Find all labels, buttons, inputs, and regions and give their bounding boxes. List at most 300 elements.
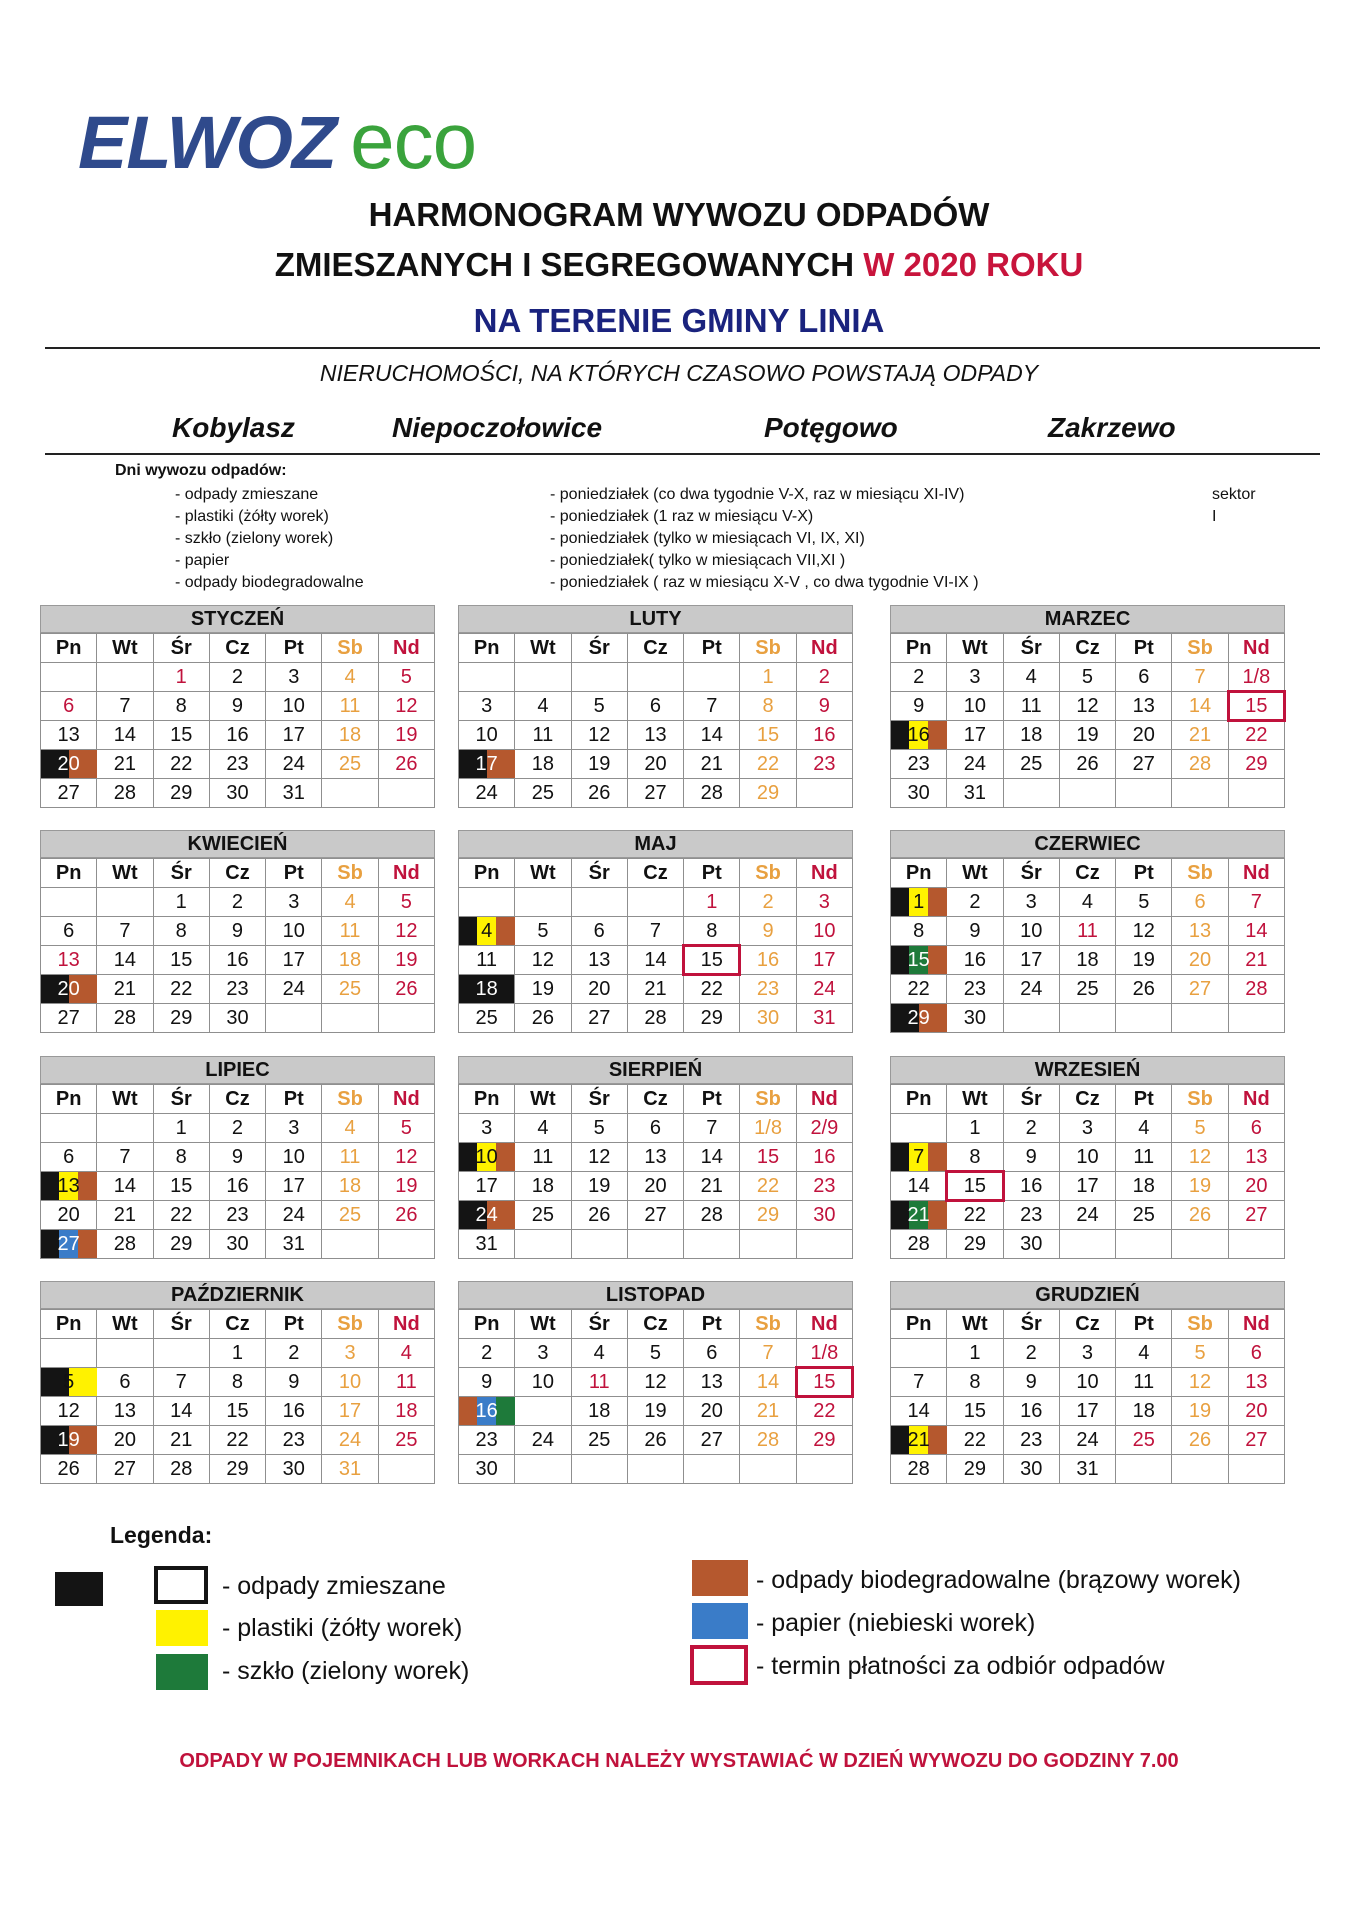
day-cell bbox=[378, 946, 434, 975]
day-number: 21 bbox=[113, 1203, 137, 1226]
day-cell bbox=[459, 663, 515, 692]
day-number: 7 bbox=[706, 1116, 718, 1139]
day-number: 15 bbox=[907, 948, 930, 971]
day-number: 1 bbox=[969, 1341, 981, 1364]
weekday-label: Cz bbox=[1059, 1085, 1115, 1114]
day-cell bbox=[684, 1201, 740, 1230]
day-number: 6 bbox=[63, 919, 75, 942]
day-number: 9 bbox=[231, 694, 244, 717]
day-number: 2 bbox=[231, 665, 244, 688]
weekday-label: Sb bbox=[1172, 859, 1228, 888]
day-cell bbox=[1116, 1201, 1172, 1230]
day-cell bbox=[947, 1143, 1003, 1172]
day-number: 17 bbox=[338, 1399, 362, 1422]
day-number: 11 bbox=[339, 694, 361, 717]
day-number: 26 bbox=[1132, 977, 1155, 1000]
day-cell bbox=[1172, 750, 1228, 779]
day-cell bbox=[1172, 1143, 1228, 1172]
day-cell bbox=[1172, 946, 1228, 975]
legend-payment: - termin płatności za odbiór odpadów bbox=[756, 1652, 1165, 1680]
day-cell bbox=[322, 1397, 378, 1426]
day-cell bbox=[97, 1004, 153, 1033]
day-number: 13 bbox=[644, 1145, 667, 1168]
day-cell bbox=[1003, 1339, 1059, 1368]
day-number: 6 bbox=[649, 1116, 662, 1139]
day-number: 3 bbox=[288, 1116, 300, 1139]
day-number: 31 bbox=[282, 781, 305, 804]
day-number: 31 bbox=[963, 781, 987, 804]
day-number: 28 bbox=[170, 1457, 193, 1480]
day-cell bbox=[459, 1230, 515, 1259]
day-number: 1 bbox=[913, 890, 925, 913]
day-number: 28 bbox=[1245, 977, 1268, 1000]
weekday-label: Wt bbox=[947, 634, 1003, 663]
day-number: 6 bbox=[63, 694, 75, 717]
day-cell bbox=[1059, 1172, 1115, 1201]
day-cell bbox=[1228, 1426, 1284, 1455]
weekday-label: Cz bbox=[1059, 1310, 1115, 1339]
day-cell bbox=[1116, 779, 1172, 808]
week-row bbox=[459, 888, 853, 917]
day-cell bbox=[1003, 1201, 1059, 1230]
weekday-label: Nd bbox=[378, 1085, 434, 1114]
day-cell bbox=[209, 779, 265, 808]
day-number: 29 bbox=[963, 1457, 987, 1480]
day-cell bbox=[627, 663, 683, 692]
day-cell bbox=[1228, 946, 1284, 975]
day-number: 23 bbox=[963, 977, 987, 1000]
day-number: 24 bbox=[338, 1428, 362, 1451]
week-row bbox=[41, 975, 435, 1004]
day-cell bbox=[1059, 1143, 1115, 1172]
month-name: LISTOPAD bbox=[458, 1281, 853, 1309]
day-number: 15 bbox=[756, 1145, 780, 1168]
week-row bbox=[891, 1426, 1285, 1455]
day-cell bbox=[515, 1143, 571, 1172]
collection-brown-marker bbox=[496, 1143, 515, 1171]
weekday-label: Sb bbox=[322, 634, 378, 663]
day-number: 1 bbox=[175, 665, 187, 688]
day-number: 7 bbox=[119, 919, 131, 942]
day-number: 12 bbox=[644, 1370, 667, 1393]
day-number: 21 bbox=[907, 1428, 930, 1451]
legend-swatch-payment-box bbox=[690, 1645, 748, 1685]
day-cell bbox=[209, 917, 265, 946]
day-cell bbox=[378, 1455, 434, 1484]
day-cell bbox=[627, 1143, 683, 1172]
day-cell bbox=[796, 1368, 852, 1397]
day-number: 30 bbox=[963, 1006, 987, 1029]
day-number: 25 bbox=[338, 752, 362, 775]
day-number: 25 bbox=[588, 1428, 611, 1451]
legend-swatch-blue bbox=[692, 1603, 748, 1639]
day-number: 5 bbox=[400, 665, 412, 688]
day-cell bbox=[322, 721, 378, 750]
day-cell bbox=[97, 1455, 153, 1484]
day-number: 18 bbox=[395, 1399, 418, 1422]
day-cell bbox=[378, 888, 434, 917]
day-number: 24 bbox=[282, 752, 305, 775]
day-cell bbox=[322, 975, 378, 1004]
day-number: 23 bbox=[907, 752, 930, 775]
day-cell bbox=[740, 946, 796, 975]
collection-black-marker bbox=[891, 1426, 910, 1454]
day-cell bbox=[378, 1368, 434, 1397]
day-number: 22 bbox=[963, 1203, 987, 1226]
day-number: 3 bbox=[288, 665, 300, 688]
day-cell bbox=[378, 917, 434, 946]
day-number: 6 bbox=[1194, 890, 1206, 913]
day-number: 24 bbox=[282, 977, 305, 1000]
day-number: 11 bbox=[532, 1145, 554, 1168]
day-number: 15 bbox=[813, 1370, 836, 1393]
day-cell bbox=[378, 1201, 434, 1230]
day-cell bbox=[891, 1201, 947, 1230]
day-number: 11 bbox=[1133, 1145, 1155, 1168]
collection-days-info bbox=[115, 460, 1256, 591]
weekday-label: Nd bbox=[378, 634, 434, 663]
weekday-label: Śr bbox=[153, 1085, 209, 1114]
weekday-label: Śr bbox=[1003, 1085, 1059, 1114]
day-number: 30 bbox=[226, 1232, 249, 1255]
day-cell bbox=[41, 1426, 97, 1455]
day-cell bbox=[1228, 1455, 1284, 1484]
legend-title: Legenda: bbox=[110, 1522, 213, 1548]
day-number: 30 bbox=[475, 1457, 498, 1480]
day-number: 3 bbox=[481, 1116, 493, 1139]
legend-paper: - papier (niebieski worek) bbox=[756, 1609, 1036, 1637]
collection-brown-marker bbox=[928, 1201, 947, 1229]
weekday-label: Cz bbox=[627, 634, 683, 663]
day-cell bbox=[266, 946, 322, 975]
day-cell bbox=[1172, 692, 1228, 721]
month-name: MARZEC bbox=[890, 605, 1285, 633]
day-number: 8 bbox=[913, 919, 925, 942]
day-cell bbox=[571, 1426, 627, 1455]
weekday-label: Śr bbox=[571, 1085, 627, 1114]
waste-type: - plastiki (żółty worek) bbox=[175, 508, 329, 525]
day-cell bbox=[153, 1004, 209, 1033]
week-row bbox=[891, 750, 1285, 779]
day-number: 10 bbox=[963, 694, 987, 717]
day-number: 8 bbox=[969, 1370, 981, 1393]
day-cell bbox=[322, 946, 378, 975]
week-row bbox=[891, 1201, 1285, 1230]
day-number: 11 bbox=[476, 948, 498, 971]
day-number: 12 bbox=[395, 694, 418, 717]
day-number: 14 bbox=[907, 1174, 930, 1197]
week-row bbox=[41, 946, 435, 975]
day-cell bbox=[322, 663, 378, 692]
day-number: 27 bbox=[57, 781, 80, 804]
collection-green-marker bbox=[496, 1397, 515, 1425]
day-cell bbox=[1228, 1172, 1284, 1201]
day-number: 4 bbox=[481, 919, 493, 942]
day-number: 28 bbox=[113, 781, 137, 804]
day-cell bbox=[266, 975, 322, 1004]
day-cell bbox=[153, 1368, 209, 1397]
day-number: 24 bbox=[963, 752, 987, 775]
day-cell bbox=[1172, 1201, 1228, 1230]
title-line-3: NA TERENIE GMINY LINIA bbox=[473, 302, 885, 339]
day-cell bbox=[1003, 1143, 1059, 1172]
week-row bbox=[41, 692, 435, 721]
day-number: 15 bbox=[963, 1399, 987, 1422]
day-number: 9 bbox=[762, 919, 774, 942]
day-cell bbox=[796, 1455, 852, 1484]
day-cell bbox=[684, 1230, 740, 1259]
day-number: 19 bbox=[395, 1174, 418, 1197]
weekday-label: Sb bbox=[740, 1085, 796, 1114]
day-number: 4 bbox=[344, 1116, 356, 1139]
day-cell bbox=[378, 1230, 434, 1259]
weekday-label: Sb bbox=[1172, 1310, 1228, 1339]
weekday-label: Pn bbox=[891, 859, 947, 888]
day-cell bbox=[684, 1339, 740, 1368]
day-cell bbox=[627, 1201, 683, 1230]
day-cell bbox=[571, 750, 627, 779]
waste-type: - szkło (zielony worek) bbox=[175, 530, 334, 547]
day-cell bbox=[796, 1397, 852, 1426]
day-cell bbox=[571, 1201, 627, 1230]
day-number: 5 bbox=[400, 1116, 412, 1139]
day-number: 17 bbox=[282, 1174, 305, 1197]
month-calendar bbox=[40, 1056, 435, 1259]
day-number: 13 bbox=[113, 1399, 137, 1422]
day-cell bbox=[515, 1368, 571, 1397]
day-cell bbox=[796, 1114, 852, 1143]
day-cell bbox=[459, 1368, 515, 1397]
weekday-label: Nd bbox=[796, 634, 852, 663]
weekday-label: Pt bbox=[684, 1085, 740, 1114]
day-cell bbox=[1059, 917, 1115, 946]
weekday-label: Wt bbox=[947, 1085, 1003, 1114]
day-number: 23 bbox=[475, 1428, 498, 1451]
collection-frequency: - poniedziałek (1 raz w miesiącu V-X) bbox=[550, 508, 814, 525]
week-row bbox=[459, 1368, 853, 1397]
day-cell bbox=[891, 750, 947, 779]
day-cell bbox=[1116, 888, 1172, 917]
day-cell bbox=[1228, 1368, 1284, 1397]
day-number: 14 bbox=[1188, 694, 1212, 717]
day-cell bbox=[947, 1114, 1003, 1143]
day-number: 2 bbox=[1025, 1116, 1037, 1139]
day-number: 27 bbox=[700, 1428, 723, 1451]
day-number: 4 bbox=[344, 890, 356, 913]
day-number: 6 bbox=[1250, 1341, 1262, 1364]
day-number: 11 bbox=[588, 1370, 610, 1393]
weekday-label: Śr bbox=[571, 1310, 627, 1339]
day-number: 13 bbox=[57, 948, 80, 971]
day-cell bbox=[459, 1143, 515, 1172]
week-row bbox=[891, 663, 1285, 692]
weekday-label: Pn bbox=[41, 859, 97, 888]
collection-frequency-list bbox=[550, 484, 1150, 594]
day-cell bbox=[266, 1172, 322, 1201]
day-number: 30 bbox=[813, 1203, 836, 1226]
week-row bbox=[459, 1172, 853, 1201]
month-calendar bbox=[40, 605, 435, 808]
day-cell bbox=[459, 888, 515, 917]
day-cell bbox=[796, 663, 852, 692]
day-cell bbox=[1003, 917, 1059, 946]
day-number: 28 bbox=[700, 781, 723, 804]
day-cell bbox=[41, 1339, 97, 1368]
day-cell bbox=[153, 1143, 209, 1172]
day-number: 5 bbox=[1081, 665, 1094, 688]
day-cell bbox=[209, 888, 265, 917]
day-cell bbox=[1003, 663, 1059, 692]
week-row bbox=[459, 946, 853, 975]
day-cell bbox=[1059, 721, 1115, 750]
day-number: 31 bbox=[475, 1232, 498, 1255]
day-number: 4 bbox=[537, 694, 549, 717]
day-number: 15 bbox=[170, 948, 193, 971]
day-cell bbox=[1059, 1004, 1115, 1033]
day-cell bbox=[97, 1339, 153, 1368]
day-number: 25 bbox=[338, 977, 362, 1000]
collection-frequency: - poniedziałek (co dwa tygodnie V-X, raz w miesiącu XI-IV) bbox=[550, 486, 965, 503]
day-number: 17 bbox=[282, 948, 305, 971]
day-cell bbox=[322, 1004, 378, 1033]
day-cell bbox=[209, 1230, 265, 1259]
waste-type: - papier bbox=[175, 552, 230, 569]
legend-swatch-brown bbox=[692, 1560, 748, 1596]
day-number: 17 bbox=[1020, 948, 1043, 971]
day-cell bbox=[740, 1455, 796, 1484]
day-cell bbox=[515, 1339, 571, 1368]
day-cell bbox=[947, 779, 1003, 808]
weekday-label: Pn bbox=[41, 1085, 97, 1114]
day-number: 10 bbox=[1076, 1145, 1099, 1168]
weekday-label: Sb bbox=[740, 859, 796, 888]
day-cell bbox=[209, 1004, 265, 1033]
collection-black-marker bbox=[891, 946, 910, 974]
day-number: 2 bbox=[231, 890, 244, 913]
day-number: 16 bbox=[475, 1399, 498, 1422]
day-number: 20 bbox=[644, 1174, 667, 1197]
day-cell bbox=[684, 888, 740, 917]
day-cell bbox=[459, 1201, 515, 1230]
weekday-label: Cz bbox=[627, 859, 683, 888]
day-number: 28 bbox=[756, 1428, 780, 1451]
weekday-label: Pn bbox=[891, 1310, 947, 1339]
day-cell bbox=[947, 946, 1003, 975]
day-number: 17 bbox=[963, 723, 987, 746]
day-number: 27 bbox=[113, 1457, 137, 1480]
day-cell bbox=[209, 975, 265, 1004]
day-cell bbox=[1059, 1201, 1115, 1230]
day-number: 28 bbox=[113, 1006, 137, 1029]
day-cell bbox=[1228, 1143, 1284, 1172]
day-cell bbox=[740, 888, 796, 917]
day-cell bbox=[209, 1339, 265, 1368]
day-cell bbox=[796, 721, 852, 750]
day-cell bbox=[1172, 1004, 1228, 1033]
week-row bbox=[891, 917, 1285, 946]
day-cell bbox=[684, 692, 740, 721]
day-number: 23 bbox=[282, 1428, 305, 1451]
week-row bbox=[891, 1004, 1285, 1033]
month-name: PAŹDZIERNIK bbox=[40, 1281, 435, 1309]
day-number: 18 bbox=[338, 723, 362, 746]
day-cell bbox=[740, 1368, 796, 1397]
day-cell bbox=[1059, 750, 1115, 779]
day-number: 16 bbox=[756, 948, 780, 971]
day-cell bbox=[97, 663, 153, 692]
day-number: 13 bbox=[644, 723, 667, 746]
day-number: 26 bbox=[588, 781, 611, 804]
week-row bbox=[41, 1397, 435, 1426]
weekday-header-row bbox=[891, 1085, 1285, 1114]
day-cell bbox=[209, 946, 265, 975]
day-number: 18 bbox=[1020, 723, 1043, 746]
day-number: 29 bbox=[756, 1203, 780, 1226]
week-row bbox=[41, 1230, 435, 1259]
title-year: W 2020 ROKU bbox=[863, 246, 1084, 283]
day-cell bbox=[1172, 721, 1228, 750]
day-cell bbox=[740, 721, 796, 750]
day-cell bbox=[891, 1368, 947, 1397]
day-number: 20 bbox=[57, 752, 80, 775]
day-number: 14 bbox=[700, 723, 723, 746]
day-number: 7 bbox=[913, 1370, 925, 1393]
day-cell bbox=[1172, 1230, 1228, 1259]
day-number: 19 bbox=[395, 948, 418, 971]
day-number: 8 bbox=[175, 1145, 187, 1168]
day-number: 26 bbox=[644, 1428, 667, 1451]
day-cell bbox=[153, 1230, 209, 1259]
collection-days-heading: Dni wywozu odpadów: bbox=[115, 462, 287, 479]
day-cell bbox=[515, 1455, 571, 1484]
day-cell bbox=[1116, 946, 1172, 975]
day-number: 20 bbox=[700, 1399, 723, 1422]
day-cell bbox=[97, 692, 153, 721]
day-number: 7 bbox=[706, 694, 718, 717]
day-number: 25 bbox=[1132, 1428, 1155, 1451]
day-number: 16 bbox=[813, 1145, 836, 1168]
day-number: 12 bbox=[1132, 919, 1155, 942]
day-number: 23 bbox=[226, 977, 249, 1000]
weekday-label: Pt bbox=[1116, 859, 1172, 888]
day-number: 5 bbox=[593, 694, 605, 717]
day-cell bbox=[796, 888, 852, 917]
day-cell bbox=[571, 917, 627, 946]
week-row bbox=[891, 1368, 1285, 1397]
day-cell bbox=[41, 779, 97, 808]
day-cell bbox=[1228, 750, 1284, 779]
day-cell bbox=[627, 946, 683, 975]
day-number: 29 bbox=[1245, 752, 1268, 775]
day-cell bbox=[41, 750, 97, 779]
title-line-2: ZMIESZANYCH I SEGREGOWANYCH W 2020 ROKU bbox=[274, 246, 1084, 283]
subtitle: NIERUCHOMOŚCI, NA KTÓRYCH CZASOWO POWSTAJĄ ODPADY bbox=[319, 360, 1039, 386]
day-cell bbox=[740, 917, 796, 946]
day-number: 14 bbox=[170, 1399, 193, 1422]
day-cell bbox=[891, 721, 947, 750]
day-number: 4 bbox=[1081, 890, 1094, 913]
day-number: 25 bbox=[531, 1203, 555, 1226]
legend-plastic: - plastiki (żółty worek) bbox=[222, 1614, 463, 1642]
week-row bbox=[891, 888, 1285, 917]
day-number: 5 bbox=[400, 890, 412, 913]
day-number: 28 bbox=[700, 1203, 723, 1226]
day-cell bbox=[97, 750, 153, 779]
legend-swatch-yellow bbox=[156, 1610, 208, 1646]
day-number: 15 bbox=[226, 1399, 249, 1422]
day-cell bbox=[322, 692, 378, 721]
day-number: 7 bbox=[119, 694, 131, 717]
